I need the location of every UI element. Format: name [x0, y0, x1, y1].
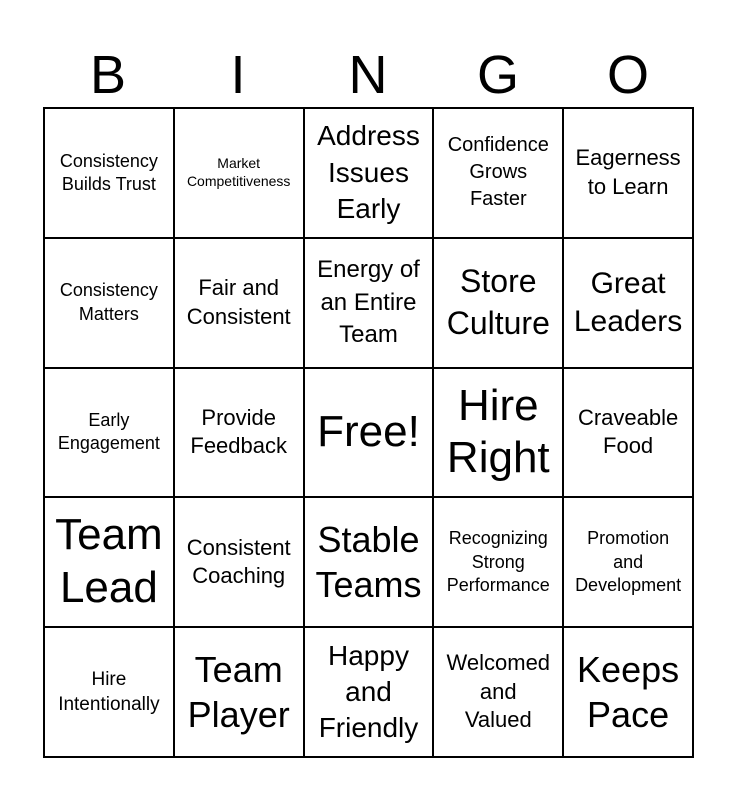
cell-text: Fair and Consistent [186, 275, 291, 329]
header-letter-n: N [348, 45, 388, 105]
bingo-cell-r3c5[interactable] [564, 369, 694, 499]
bingo-cell-r5c5[interactable] [564, 628, 694, 758]
bingo-cell-r4c5[interactable] [564, 498, 694, 628]
bingo-cell-r1c5[interactable] [564, 109, 694, 239]
cell-text: Hire Intentionally [58, 669, 160, 716]
cell-text: Market Competitiveness [186, 154, 291, 189]
cell-text: Hire Right [446, 380, 550, 483]
cell-text: Keeps Pace [577, 649, 680, 736]
cell-text: Consistency Builds Trust [59, 150, 158, 194]
cell-text: Team Player [187, 649, 290, 736]
cell-text: Free! [317, 407, 420, 457]
bingo-header [43, 44, 693, 106]
bingo-cell-r2c5[interactable] [564, 239, 694, 369]
bingo-cell-r4c2[interactable] [175, 498, 305, 628]
cell-text: Stable Teams [315, 519, 422, 606]
bingo-cell-r3c3[interactable] [305, 369, 435, 499]
bingo-cell-r5c1[interactable] [45, 628, 175, 758]
header-letter-b: B [89, 45, 127, 105]
cell-text: Promotion and Development [575, 528, 682, 595]
cell-text: Eagerness to Learn [575, 145, 681, 199]
cell-text: Consistent Coaching [186, 534, 291, 589]
bingo-cell-r3c2[interactable] [175, 369, 305, 499]
bingo-cell-r5c4[interactable] [434, 628, 564, 758]
cell-text: Early Engagement [57, 410, 160, 454]
bingo-cell-r2c2[interactable] [175, 239, 305, 369]
cell-text: Team Lead [55, 510, 163, 613]
bingo-cell-r4c4[interactable] [434, 498, 564, 628]
cell-text: Confidence Grows Faster [447, 134, 549, 211]
header-letter-i: I [230, 45, 246, 105]
bingo-cell-r5c3[interactable] [305, 628, 435, 758]
bingo-cell-r5c2[interactable] [175, 628, 305, 758]
cell-text: Recognizing Strong Performance [446, 528, 550, 595]
header-letter-g: G [476, 45, 519, 105]
bingo-cell-r2c3[interactable] [305, 239, 435, 369]
bingo-cell-r1c4[interactable] [434, 109, 564, 239]
bingo-cell-r2c1[interactable] [45, 239, 175, 369]
header-letter-o: O [606, 45, 649, 105]
cell-text: Craveable Food [577, 404, 679, 459]
cell-text: Energy of an Entire Team [317, 256, 420, 348]
cell-text: Great Leaders [573, 267, 683, 338]
bingo-grid [43, 107, 694, 758]
bingo-cell-r4c1[interactable] [45, 498, 175, 628]
cell-text: Store Culture [446, 263, 550, 341]
bingo-cell-r3c4[interactable] [434, 369, 564, 499]
cell-text: Address Issues Early [317, 120, 420, 225]
bingo-cell-r1c3[interactable] [305, 109, 435, 239]
bingo-cell-r1c2[interactable] [175, 109, 305, 239]
cell-text: Happy and Friendly [318, 639, 419, 744]
cell-text: Provide Feedback [190, 404, 287, 459]
bingo-cell-r3c1[interactable] [45, 369, 175, 499]
bingo-cell-r2c4[interactable] [434, 239, 564, 369]
cell-text: Welcomed and Valued [446, 650, 551, 733]
bingo-cell-r1c1[interactable] [45, 109, 175, 239]
bingo-cell-r4c3[interactable] [305, 498, 435, 628]
cell-text: Consistency Matters [59, 280, 158, 324]
